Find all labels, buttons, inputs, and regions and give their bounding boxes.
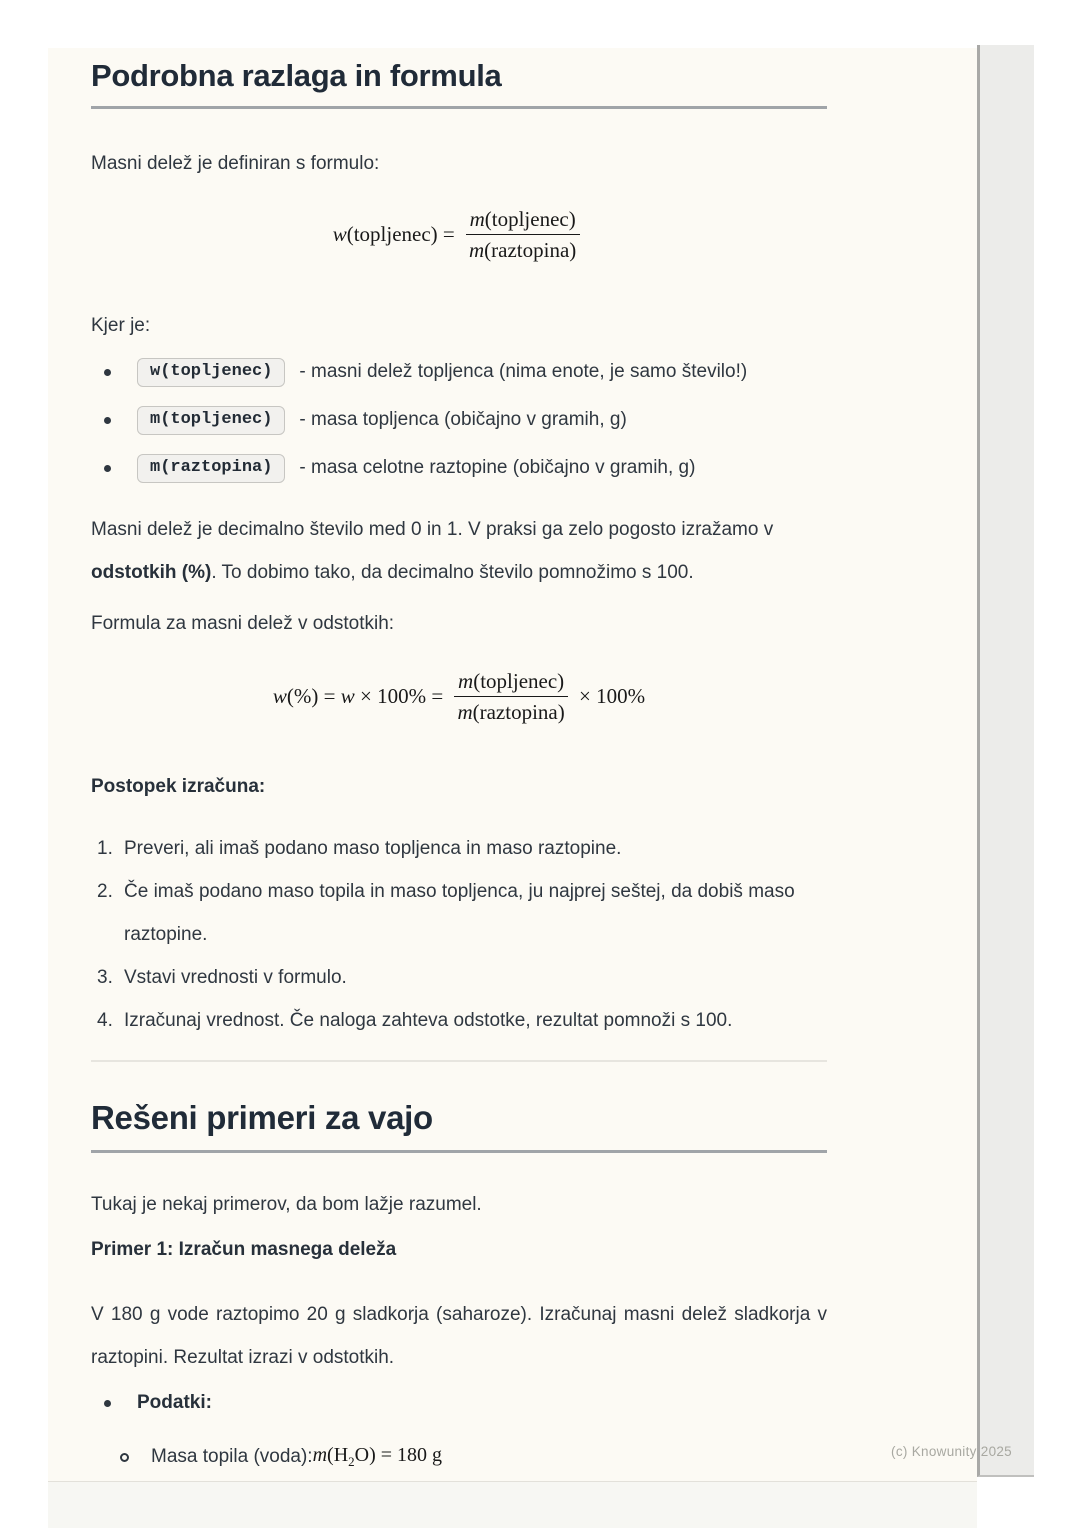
bullet-icon [104, 369, 111, 376]
section-title-examples: Rešeni primeri za vajo [91, 1099, 433, 1136]
data-label: Podatki: [137, 1392, 212, 1413]
code-chip: w(topljenec) [137, 358, 285, 387]
scrollbar-thumb[interactable] [977, 45, 1034, 1477]
example-data-list [91, 1388, 827, 1472]
bullet-icon [104, 1400, 111, 1407]
formula-percent: w(%) = w × 100% = $\frac{\text{m(topljenec)}}{\text{m(raztopina)}}$ × 100% [272, 668, 646, 724]
section-divider [91, 1060, 827, 1062]
title-underline [91, 106, 827, 109]
fraction: $\frac{\text{m(topljenec)}}{\text{m(raztopina)}}$ [453, 669, 568, 724]
circle-bullet-icon [120, 1453, 129, 1462]
steps-title: Postopek izračuna: [91, 776, 266, 797]
math-expression: $m(H_2O) = 180$ g [312, 1444, 443, 1469]
list-item [91, 405, 827, 435]
list-item [91, 1388, 827, 1418]
examples-intro: Tukaj je nekaj primerov, da bom lažje razumel. [91, 1194, 482, 1215]
steps-list [91, 827, 827, 1042]
list-item [91, 453, 827, 483]
data-item-label: Masa topila (voda): [151, 1446, 313, 1467]
example-1-text: V 180 g vode raztopimo 20 g sladkorja (saharoze). Izračunaj masni delež sladkorja v raztopini. Rezultat izrazi v odstotkih. [91, 1304, 827, 1368]
formula-mass-fraction: w(topljenec) = $\frac{\text{m(topljenec)}}{\text{m(raztopina)}}$ [91, 207, 827, 262]
code-chip: m(topljenec) [137, 406, 285, 435]
bullet-icon [104, 417, 111, 424]
code-chip: m(raztopina) [137, 454, 285, 483]
intro-paragraph: Masni delež je definiran s formulo: [91, 153, 380, 174]
document-content [91, 48, 827, 1472]
definition-text: - masa topljenca (običajno v gramih, g) [299, 409, 627, 430]
list-item [91, 357, 827, 387]
percent-formula-label: Formula za masni delež v odstotkih: [91, 613, 395, 634]
ordered-step: 4. Izračunaj vrednost. Če naloga zahteva odstotke, rezultat pomnoži s 100. [97, 1010, 733, 1031]
ordered-step: 1. Preveri, ali imaš podano maso topljenca in maso raztopine. [97, 838, 622, 859]
where-label: Kjer je: [91, 315, 151, 336]
example-1-title: Primer 1: Izračun masnega deleža [91, 1239, 397, 1260]
definition-text: - masa celotne raztopine (običajno v gramih, g) [299, 457, 696, 478]
list-item [91, 1442, 827, 1472]
page-bottom-edge [48, 1481, 977, 1528]
bullet-icon [104, 465, 111, 472]
definition-text: - masni delež topljenca (nima enote, je samo število!) [299, 361, 748, 382]
title-underline [91, 1150, 827, 1153]
copyright-text: (c) Knowunity 2025 [891, 1444, 1012, 1459]
ordered-step: 3. Vstavi vrednosti v formulo. [97, 967, 347, 988]
ordered-step: 2. Če imaš podano maso topila in maso topljenca, ju najprej seštej, da dobiš maso raztopine. [97, 881, 795, 945]
bold-percent: odstotkih (%) [91, 562, 212, 583]
definition-list [91, 357, 827, 483]
range-paragraph: Masni delež je decimalno število med 0 in 1. V praksi ga zelo pogosto izražamo v odstotkih (%). To dobimo tako, da decimalno število pomnožimo s 100. [91, 519, 774, 583]
fraction: $\frac{\text{m(topljenec)}}{\text{m(raztopina)}}$ [465, 207, 580, 262]
section-title-formula: Podrobna razlaga in formula [91, 58, 502, 93]
